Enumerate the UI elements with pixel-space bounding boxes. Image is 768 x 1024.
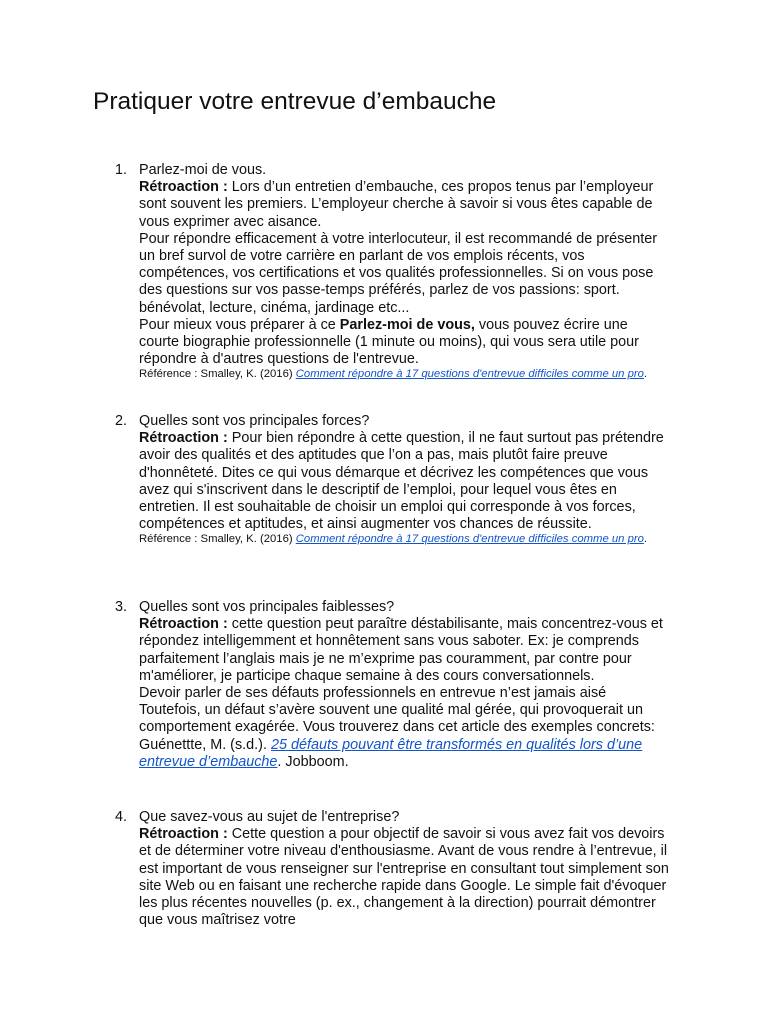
list-item-1 — [115, 162, 669, 382]
feedback-label: Rétroaction : — [139, 430, 228, 447]
reference-prefix: Référence : Smalley, K. (2016) — [139, 533, 296, 546]
question-text: Quelles sont vos principales faiblesses? — [139, 599, 395, 615]
reference-prefix: Référence : Smalley, K. (2016) — [139, 368, 296, 381]
tip-paragraph — [139, 317, 669, 369]
item-number: 1. — [115, 162, 128, 178]
item-number: 2. — [115, 413, 128, 429]
feedback-text: Cette question a pour objectif de savoir si vous avez fait vos devoirs et de déterminer votre niveau d'enthousiasme. Avant de vous rendre à l’entrevue, il est important de vous renseigner sur l'entreprise en consultant tout simplement son site Web ou en faisant une recherche rapide dans Google. Le simple fait d'évoquer les plus récentes nouvelles (p. ex., changement à la direction) pourrait démontrer que vous maîtrisez votre — [139, 826, 669, 929]
feedback-text: Pour bien répondre à cette question, il ne faut surtout pas prétendre avoir des qualités et des aptitudes que l’on a pas, mais plutôt faire preuve d'honnêteté. Dites ce qui vous démarque et décrivez les compétences que vous avez qui s'inscrivent dans le descriptif de l’emploi, pour lequel vous êtes en entretien. Il est souhaitable de choisir un emploi qui corresponde à vos forces, compétences et aptitudes, et ainsi augmenter vos chances de réussite. — [139, 430, 664, 533]
feedback-label: Rétroaction : — [139, 826, 228, 843]
reference-link[interactable]: Comment répondre à 17 questions d'entrevue difficiles comme un pro — [295, 533, 644, 546]
feedback-paragraph — [139, 430, 669, 533]
question-text: Parlez-moi de vous. — [139, 162, 267, 178]
reference-line — [139, 533, 669, 547]
example-text: Devoir parler de ses défauts professionnels en entrevue n’est jamais aisé Toutefois, un défaut s’avère souvent une qualité mal gérée, qui provoquerait un comportement exagérée. Vous trouverez dans cet article des exemples concrets: Guénettte, M. (s.d.). — [139, 685, 655, 753]
feedback-paragraph — [139, 179, 669, 231]
example-source: . Jobboom. — [277, 753, 349, 770]
feedback-text: Lors d’un entretien d’embauche, ces propos tenus par l’employeur sont souvent les premiers. L’employeur cherche à savoir si vous êtes capable de vous exprimer avec aisance. — [139, 179, 654, 230]
list-item-2 — [115, 413, 669, 547]
list-item-3 — [115, 599, 669, 771]
feedback-label: Rétroaction : — [139, 616, 228, 633]
feedback-paragraph — [139, 616, 669, 685]
tip-text-bold: Parlez-moi de vous, — [339, 316, 475, 333]
feedback-label: Rétroaction : — [139, 179, 228, 196]
reference-line — [139, 368, 669, 382]
item-number: 3. — [115, 599, 128, 615]
tip-text-start: Pour mieux vous préparer à ce — [139, 316, 340, 333]
reference-link[interactable]: Comment répondre à 17 questions d'entrevue difficiles comme un pro — [295, 368, 644, 381]
feedback-text: cette question peut paraître déstabilisante, mais concentrez-vous et répondez intelligemment et honnêtement sans vous saboter. Ex: je comprends parfaitement l’anglais mais je ne m’exprime pas couramment, par contre pour m'améliorer, je participe chaque semaine à des cours conversationnels. — [139, 616, 663, 684]
question-text: Quelles sont vos principales forces? — [139, 413, 370, 429]
feedback-paragraph — [139, 826, 669, 929]
tip-text-end: vous pouvez écrire une courte biographie professionnelle (1 minute ou moins), qui vous sera utile pour répondre à d'autres questions de l'entrevue. — [139, 316, 639, 368]
question-text: Que savez-vous au sujet de l'entreprise? — [139, 809, 400, 825]
advice-paragraph: Pour répondre efficacement à votre interlocuteur, il est recommandé de présenter un bref survol de votre carrière en parlant de vos emplois récents, vos compétences, vos certifications et vos qualités professionnelles. Si on vous pose des questions sur vos passe-temps préférés, parlez de vos passions: sport. bénévolat, lecture, cinéma, jardinage etc... — [139, 230, 658, 316]
item-number: 4. — [115, 809, 128, 825]
list-item-4 — [115, 809, 669, 929]
reference-suffix: . — [643, 533, 648, 546]
page-title: Pratiquer votre entrevue d’embauche — [93, 88, 497, 115]
example-paragraph — [139, 685, 669, 771]
reference-suffix: . — [643, 368, 648, 381]
article-link[interactable]: 25 défauts pouvant être transformés en qualités lors d’une entrevue d’embauche — [139, 736, 643, 770]
